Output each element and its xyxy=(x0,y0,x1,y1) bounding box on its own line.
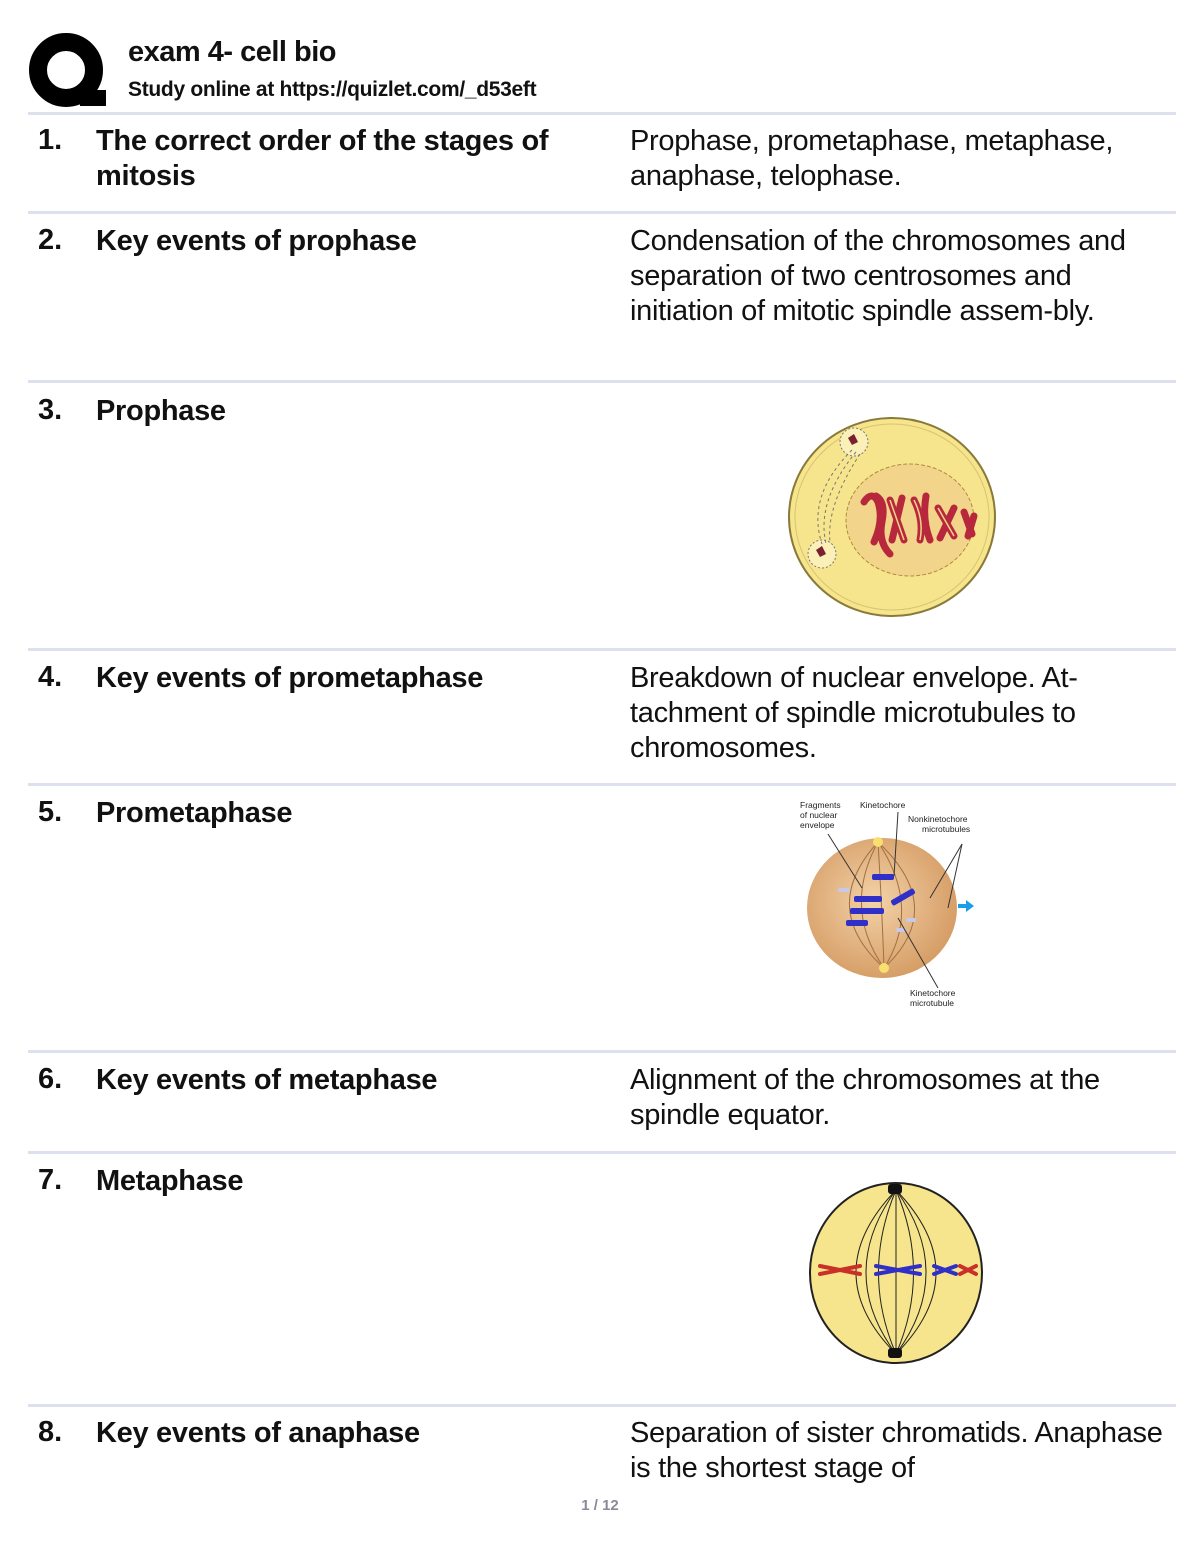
card-number: 8. xyxy=(38,1416,63,1448)
card-term: Key events of prophase xyxy=(96,225,417,257)
card-definition: Alignment of the chromosomes at the spindle equator. xyxy=(630,1064,1100,1131)
page-header xyxy=(28,28,1176,112)
prophase-diagram xyxy=(786,416,998,620)
card-number: 1. xyxy=(38,124,63,156)
divider xyxy=(28,380,1176,383)
card-number: 2. xyxy=(38,224,63,256)
card-number: 7. xyxy=(38,1164,63,1196)
card-term: Metaphase xyxy=(96,1165,244,1197)
card-number: 3. xyxy=(38,394,63,426)
card-definition: Separation of sister chromatids. Anaphase is the shortest stage of xyxy=(630,1417,1163,1484)
page-title: exam 4- cell bio xyxy=(128,36,336,68)
label-kinetochore: Kinetochore xyxy=(860,800,906,810)
divider xyxy=(28,1404,1176,1407)
card-term: Prophase xyxy=(96,395,226,427)
page-number: 1 / 12 xyxy=(581,1497,619,1514)
label-kinetochore-microtubule: Kinetochore xyxy=(910,988,956,998)
study-online-link[interactable]: Study online at https://quizlet.com/_d53eft xyxy=(128,78,537,101)
card-definition: Breakdown of nuclear envelope. At-tachment of spindle microtubules to chromosomes. xyxy=(630,662,1078,764)
divider xyxy=(28,1151,1176,1154)
flashcard-row xyxy=(28,1164,1176,1394)
card-term: Prometaphase xyxy=(96,797,293,829)
divider xyxy=(28,783,1176,786)
label-fragments: Fragments xyxy=(800,800,841,810)
divider xyxy=(28,648,1176,651)
card-term: The correct order of the stages of mitosis xyxy=(96,125,549,192)
quizlet-logo-icon xyxy=(28,32,108,112)
svg-text:microtubule: microtubule xyxy=(910,998,954,1008)
divider xyxy=(28,112,1176,115)
divider xyxy=(28,1050,1176,1053)
svg-text:envelope: envelope xyxy=(800,820,835,830)
metaphase-diagram xyxy=(806,1178,986,1368)
flashcard-row xyxy=(28,796,1176,1046)
card-definition: Condensation of the chromosomes and separation of two centrosomes and initiation of mitotic spindle assem-bly. xyxy=(630,225,1126,327)
card-definition: Prophase, prometaphase, metaphase, anaphase, telophase. xyxy=(630,125,1114,192)
prometaphase-diagram xyxy=(798,798,994,1018)
card-number: 4. xyxy=(38,661,63,693)
svg-text:microtubules: microtubules xyxy=(922,824,971,834)
svg-text:of nuclear: of nuclear xyxy=(800,810,838,820)
label-nonkinetochore: Nonkinetochore xyxy=(908,814,968,824)
card-term: Key events of anaphase xyxy=(96,1417,420,1449)
divider xyxy=(28,211,1176,214)
card-term: Key events of metaphase xyxy=(96,1064,438,1096)
card-number: 6. xyxy=(38,1063,63,1095)
flashcard-row xyxy=(28,394,1176,644)
card-term: Key events of prometaphase xyxy=(96,662,484,694)
card-number: 5. xyxy=(38,796,63,828)
